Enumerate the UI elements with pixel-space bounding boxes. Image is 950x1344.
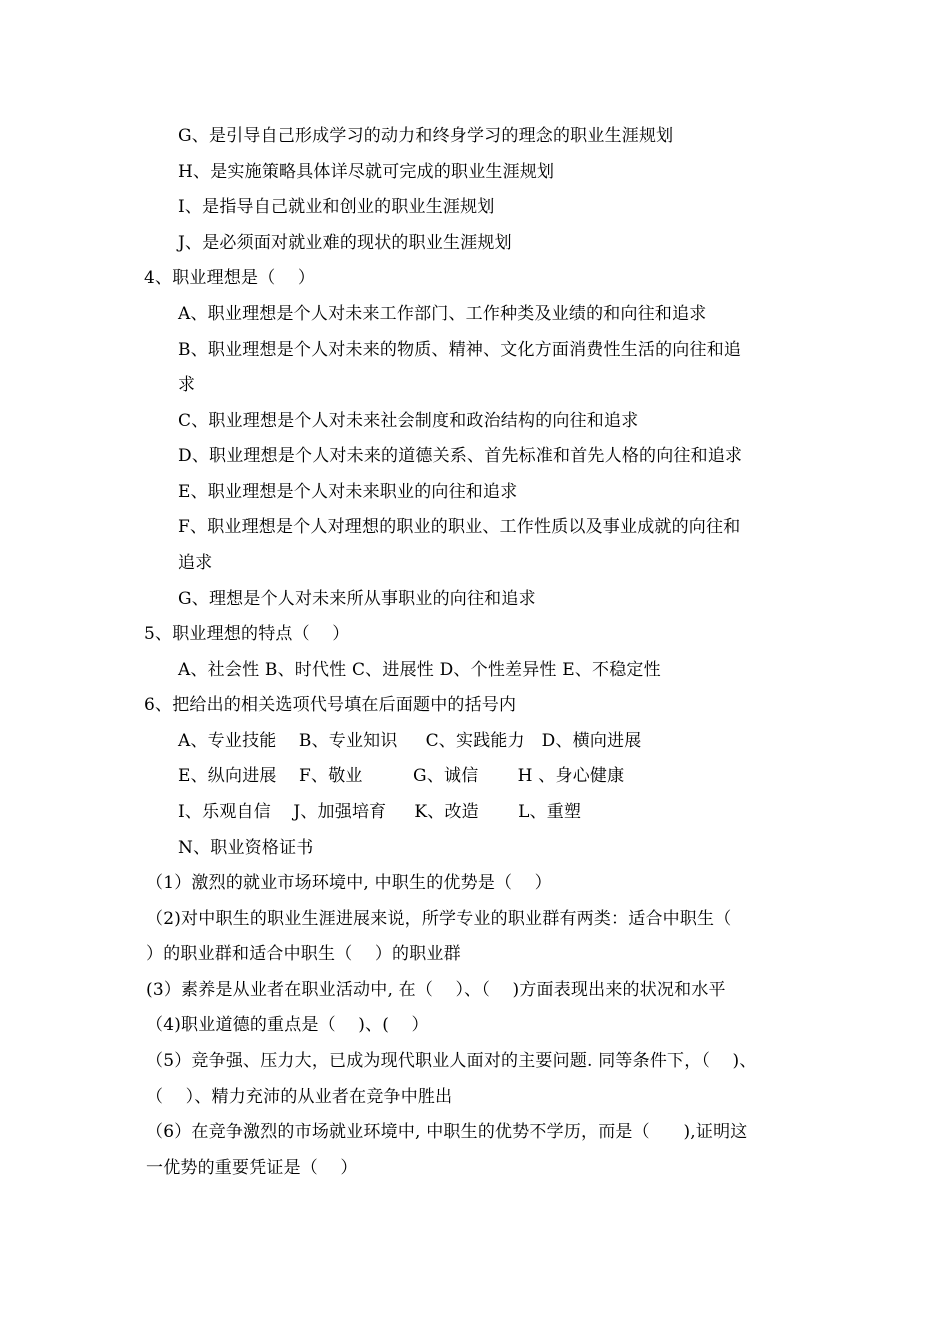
q6-stem: 6、把给出的相关选项代号填在后面题中的括号内 bbox=[144, 695, 517, 715]
q4-option-b-cont: 求 bbox=[178, 375, 196, 395]
q6-option-row-2: E、纵向进展 F、敬业 G、诚信 H 、身心健康 bbox=[178, 766, 625, 786]
q5-options: A、社会性 B、时代性 C、进展性 D、个性差异性 E、不稳定性 bbox=[178, 660, 661, 680]
q6-option-row-4: N、职业资格证书 bbox=[178, 838, 314, 858]
q5-stem: 5、职业理想的特点（ ） bbox=[144, 624, 350, 644]
q6-option-row-3: I、乐观自信 J、加强培育 K、改造 L、重塑 bbox=[178, 802, 582, 822]
q4-option-d: D、职业理想是个人对未来的道德关系、首先标准和首先人格的向往和追求 bbox=[178, 446, 743, 466]
q6-sub-5: （5）竞争强、压力大，已成为现代职业人面对的主要问题. 同等条件下，（ )、 bbox=[146, 1051, 757, 1071]
q4-option-g: G、理想是个人对未来所从事职业的向往和追求 bbox=[178, 589, 536, 609]
q4-option-a: A、职业理想是个人对未来工作部门、工作种类及业绩的和向往和追求 bbox=[178, 304, 707, 324]
q6-sub-3: (3）素养是从业者在职业活动中, 在（ ）、（ )方面表现出来的状况和水平 bbox=[146, 980, 726, 1000]
q6-sub-1: （1）激烈的就业市场环境中, 中职生的优势是（ ） bbox=[146, 873, 552, 893]
q6-sub-2-cont: ）的职业群和适合中职生（ ）的职业群 bbox=[146, 944, 461, 964]
q4-option-f-cont: 追求 bbox=[178, 553, 213, 573]
q6-sub-6: （6）在竞争激烈的市场就业环境中, 中职生的优势不学历，而是（ ),证明这 bbox=[146, 1122, 748, 1142]
q6-option-row-1: A、专业技能 B、专业知识 C、实践能力 D、横向进展 bbox=[178, 731, 642, 751]
q4-option-e: E、职业理想是个人对未来职业的向往和追求 bbox=[178, 482, 518, 502]
q6-sub-6-cont: 一优势的重要凭证是（ ） bbox=[146, 1158, 358, 1178]
q4-option-b: B、职业理想是个人对未来的物质、精神、文化方面消费性生活的向往和追 bbox=[178, 340, 742, 360]
q3-option-i: I、是指导自己就业和创业的职业生涯规划 bbox=[178, 197, 495, 217]
q3-option-h: H、是实施策略具体详尽就可完成的职业生涯规划 bbox=[178, 162, 555, 182]
q6-sub-2: （2)对中职生的职业生涯进展来说，所学专业的职业群有两类：适合中职生（ bbox=[146, 909, 732, 929]
q4-stem: 4、职业理想是（ ） bbox=[144, 268, 316, 288]
q6-sub-5-cont: （ ）、精力充沛的从业者在竞争中胜出 bbox=[146, 1087, 453, 1107]
q3-option-j: J、是必须面对就业难的现状的职业生涯规划 bbox=[178, 233, 512, 253]
q4-option-f: F、职业理想是个人对理想的职业的职业、工作性质以及事业成就的向往和 bbox=[178, 517, 741, 537]
q6-sub-4: （4)职业道德的重点是（ )、( ） bbox=[146, 1015, 429, 1035]
q4-option-c: C、职业理想是个人对未来社会制度和政治结构的向往和追求 bbox=[178, 411, 639, 431]
q3-option-g: G、是引导自己形成学习的动力和终身学习的理念的职业生涯规划 bbox=[178, 126, 674, 146]
